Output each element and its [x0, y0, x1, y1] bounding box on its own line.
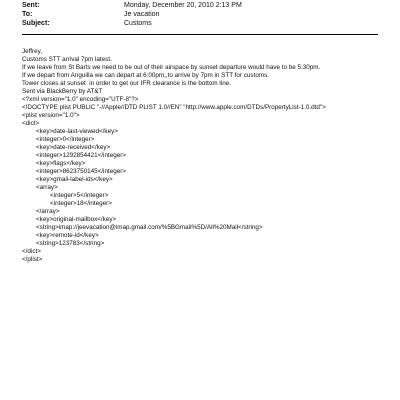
sent-value: Monday, December 20, 2010 2:13 PM	[124, 2, 242, 9]
subject-label: Subject:	[22, 20, 50, 27]
body-line: </array>	[22, 208, 60, 215]
body-line: Jeffrey,	[22, 48, 43, 55]
body-line: <key>date-last-viewed</key>	[22, 128, 118, 135]
body-line: Tower closes at sunset in order to get our IFR clearance is the bottom line.	[22, 80, 231, 87]
body-line: <key>remote-id</key>	[22, 232, 99, 239]
body-line: <array>	[22, 184, 58, 191]
body-line: <integer>8623750145</integer>	[22, 168, 126, 175]
body-line	[22, 40, 382, 48]
sent-label: Sent:	[22, 2, 40, 9]
body-line: <!DOCTYPE plist PUBLIC "-//Apple//DTD PLIST 1.0//EN" "http://www.apple.com/DTDs/PropertyList-1.0.dtd">	[22, 104, 326, 111]
to-label: To:	[22, 11, 33, 18]
body-line: If we leave from St Barts we need to be out of their airspace by sunset departure would have to be 5:30pm.	[22, 64, 321, 71]
body-line: Sent via BlackBerry by AT&T	[22, 88, 103, 95]
body-line: <string>123783</string>	[22, 240, 105, 247]
body-line: <integer>18</integer>	[22, 200, 112, 207]
body-line: <key>flags</key>	[22, 160, 86, 167]
body-line: <plist version="1.0">	[22, 112, 80, 119]
body-line: Customs STT arrival 7pm latest.	[22, 56, 112, 63]
body-line: <key>original-mailbox</key>	[22, 216, 117, 223]
body-line: <string>imap://jeevacation@imap.gmail.com/%5BGmail%5D/All%20Mail</string>	[22, 224, 263, 231]
body-line: <integer>0</integer>	[22, 136, 95, 143]
body-line: If we depart from Anguilla we can depart at 6:00pm,,to arrive by 7pm in STT for customs.	[22, 72, 269, 79]
body-line: <dict>	[22, 120, 40, 127]
body-line: <integer>5</integer>	[22, 192, 109, 199]
subject-value: Customs	[124, 20, 152, 27]
email-body	[22, 40, 382, 264]
body-line: <key>gmail-label-ids</key>	[22, 176, 113, 183]
body-line: <?xml version="1.0" encoding="UTF-8"?>	[22, 96, 139, 103]
to-value: Je vacation	[124, 11, 160, 18]
body-line: </plist>	[22, 256, 43, 263]
body-line: </dict>	[22, 248, 41, 255]
header-divider	[22, 34, 378, 35]
body-line: <integer>1292854421</integer>	[22, 152, 126, 159]
body-line: <key>date-received</key>	[22, 144, 111, 151]
